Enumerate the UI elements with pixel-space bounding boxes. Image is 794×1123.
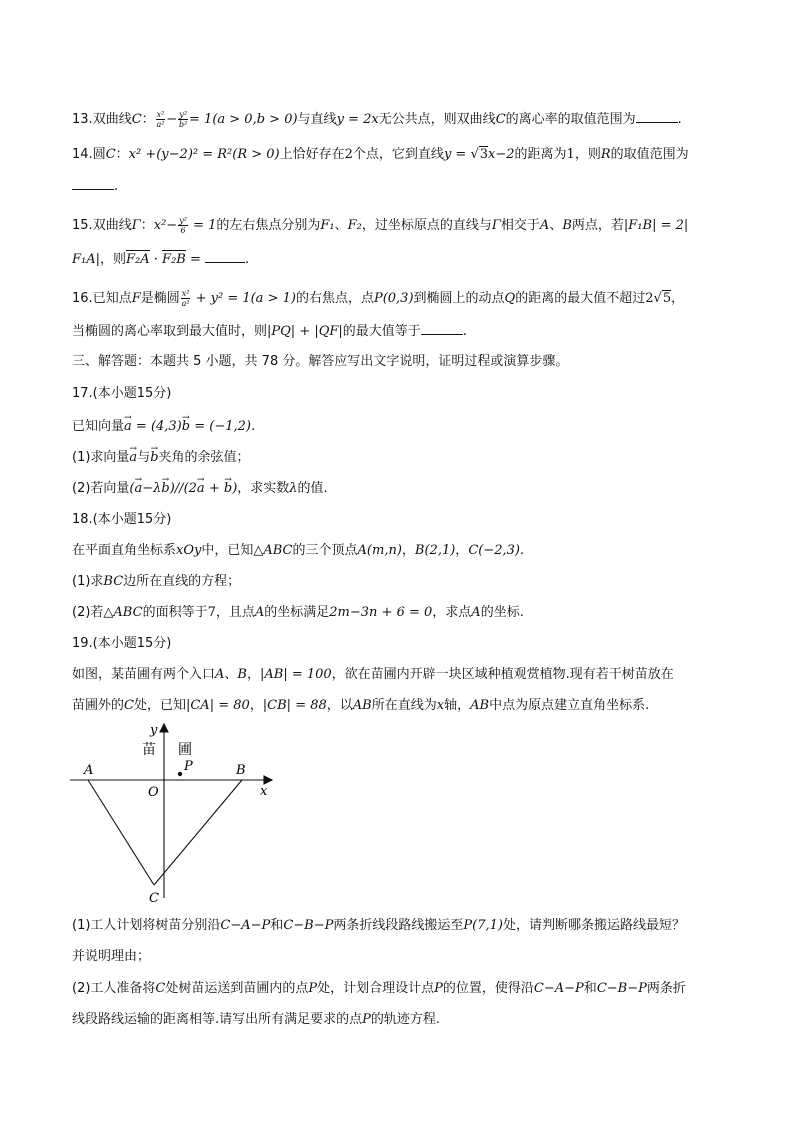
text: 如图，某苗圃有两个入口: [72, 667, 216, 682]
math: Γ: [131, 218, 141, 233]
math: x: [436, 698, 445, 713]
math: 2m−3n + 6 = 0: [329, 605, 433, 620]
text: 上恰好存在: [279, 147, 345, 162]
text: 两条折线段路线搬运至: [333, 918, 464, 933]
text: 的值.: [297, 481, 328, 496]
q19-heading: 19.(本小题15分): [72, 636, 172, 651]
text: 、: [334, 218, 348, 233]
text: 的右焦点，点: [295, 291, 374, 306]
text: (2)工人准备将: [72, 981, 156, 996]
math: (: [129, 481, 135, 496]
q15-line-2: [72, 250, 249, 269]
math: A: [539, 218, 550, 233]
section-heading: 三、解答题：本题共 5 小题，共 78 分。解答应写出文字说明，证明过程或演算步骤。: [72, 354, 569, 369]
vector-a: → a: [124, 418, 132, 436]
numerator: x²: [156, 110, 165, 119]
x-label: x: [260, 784, 268, 799]
text: (1)求: [72, 574, 104, 589]
math: △ABC: [253, 543, 293, 558]
segment-ca: [88, 780, 154, 885]
vector-a: → a: [129, 449, 137, 467]
text: 的坐标.: [480, 605, 524, 620]
answer-blank: [421, 322, 463, 335]
q16-line-1: 16.已知点F是椭圆 $\frac{\text{x²}}{\text{a²}}$ + y² = 1(a > 1)的右焦点，点P(0,3)到椭圆上的动点Q的距离的最大值不超过2√5，: [72, 289, 685, 308]
math: x²−: [153, 218, 178, 233]
math: 3: [479, 147, 489, 162]
denominator: 6: [180, 226, 186, 235]
vector-b: → b: [182, 418, 190, 436]
q13-line: [72, 110, 682, 129]
math: △ABC: [103, 605, 143, 620]
text: 中点为原点建立直角坐标系.: [489, 698, 650, 713]
text: 中，已知: [201, 543, 254, 558]
text: ：: [115, 147, 129, 162]
text: 到椭圆上的动点: [413, 291, 505, 306]
vector: F₂B: [162, 252, 186, 267]
math: F₁: [320, 218, 335, 233]
math: 5: [662, 291, 672, 306]
text: 苗圃外的: [72, 698, 125, 713]
math: C−B−P: [596, 981, 647, 996]
math: y =: [443, 147, 471, 162]
math: −λ: [142, 481, 162, 496]
text: 的左右焦点分别为: [216, 218, 321, 233]
text: ，: [401, 543, 415, 558]
text: 圆: [92, 147, 106, 162]
math: xOy: [176, 543, 202, 558]
text: (1)工人计划将树苗分别沿: [72, 918, 221, 933]
answer-blank: [72, 177, 114, 190]
math: C: [124, 698, 134, 713]
text: 线段路线运输的距离相等.请写出所有满足要求的点: [72, 1012, 363, 1027]
math: A: [254, 605, 265, 620]
text: 边所在直线的方程；: [123, 574, 241, 589]
denominator: a²: [181, 299, 190, 308]
numerator: y²: [179, 110, 188, 119]
math: +: [204, 481, 224, 496]
q13-number: 13.: [72, 112, 93, 127]
fraction: [178, 216, 188, 235]
text: (2)若向量: [72, 481, 130, 496]
text: ，求实数: [237, 481, 290, 496]
vector-b: → b: [150, 449, 158, 467]
math: B: [237, 667, 247, 682]
text: 的最大值等于: [342, 324, 421, 339]
text: .: [114, 179, 119, 194]
vector-b: → b: [224, 480, 232, 498]
text: 所在直线为: [371, 698, 437, 713]
text: 的三个顶点: [292, 543, 358, 558]
q18-heading: 18.(本小题15分): [72, 512, 172, 527]
segment-cb: [154, 780, 242, 885]
text: ，求点: [432, 605, 472, 620]
text: (1)求向量: [72, 450, 130, 465]
math: P: [362, 1012, 371, 1027]
math: C: [495, 112, 506, 127]
text: 、: [549, 218, 563, 233]
math: =: [185, 252, 206, 267]
text: ，: [246, 667, 260, 682]
fraction: [178, 110, 188, 129]
text: 当椭圆的离心率取到最大值时，则: [72, 324, 268, 339]
a-label: A: [84, 763, 94, 778]
text: ：: [141, 112, 155, 127]
fraction: [156, 110, 166, 129]
math: B(2,1): [414, 543, 456, 558]
q19-part-1b: 并说明理由；: [72, 949, 151, 964]
text: 的面积等于: [142, 605, 208, 620]
q19-given-2: [72, 697, 649, 715]
q18-part-2: [72, 604, 524, 622]
text: (2)若: [72, 605, 104, 620]
nursery-figure: [64, 720, 284, 905]
q16-line-2: [72, 322, 467, 341]
q19-part-2a: [72, 980, 686, 998]
text: ，: [249, 698, 263, 713]
text: 的位置，使得沿: [442, 981, 534, 996]
vector-a: → a: [197, 480, 205, 498]
origin-label: O: [148, 785, 159, 800]
fraction: [181, 289, 191, 308]
q18-given: [72, 542, 524, 560]
math: = 1: [188, 218, 217, 233]
text: 两点，若: [571, 218, 624, 233]
q16-number: 16.: [72, 291, 93, 306]
math: ): [232, 481, 238, 496]
math: C: [131, 112, 142, 127]
vector: F₂A: [126, 252, 150, 267]
text: 是椭圆: [140, 291, 180, 306]
nursery-label-1: 苗: [142, 742, 156, 758]
q17-heading: 17.(本小题15分): [72, 386, 172, 401]
b-label: B: [236, 763, 246, 778]
text: 的坐标满足: [264, 605, 330, 620]
math: C: [155, 981, 166, 996]
text: 已知点: [92, 291, 132, 306]
math: = (4,3): [131, 419, 182, 434]
math: C(−2,3): [468, 543, 520, 558]
math: Q: [504, 291, 516, 306]
text: ，过坐标原点的直线与: [361, 218, 492, 233]
q19-given-1: [72, 666, 674, 684]
text: 与直线: [297, 112, 337, 127]
x-axis-arrow: [264, 776, 272, 784]
text: ，: [455, 543, 469, 558]
q15-line-1: [72, 216, 688, 235]
math: C−A−P: [533, 981, 584, 996]
math: B: [562, 218, 572, 233]
point-p: [178, 772, 182, 776]
answer-blank: [636, 110, 678, 123]
math: AB: [352, 698, 372, 713]
vector-b: → b: [161, 480, 169, 498]
math: F₂: [347, 218, 362, 233]
text: 轴，: [444, 698, 471, 713]
math: 7: [207, 605, 216, 620]
math: |PQ| + |QF|: [267, 324, 343, 339]
vector-a: → a: [135, 480, 143, 498]
denominator: b²: [179, 120, 188, 129]
math: A(m,n): [357, 543, 402, 558]
text: 处，已知: [133, 698, 186, 713]
q14-number: 14.: [72, 147, 93, 162]
text: 处，计划合理设计点: [317, 981, 435, 996]
q14-line-2: [72, 177, 118, 196]
text: 和: [270, 918, 284, 933]
text: 的取值范围为: [610, 147, 689, 162]
math: + y² = 1(a > 1): [191, 291, 296, 306]
y-label: y: [150, 723, 158, 738]
text: .: [677, 112, 682, 127]
text: 处，请判断哪条搬运路线最短？: [502, 918, 685, 933]
math: C−B−P: [283, 918, 334, 933]
math: R: [600, 147, 611, 162]
math: AB: [470, 698, 490, 713]
math: A: [471, 605, 481, 620]
q15-number: 15.: [72, 218, 93, 233]
text: 双曲线: [92, 112, 132, 127]
text: 处树苗运送到苗圃内的点: [165, 981, 309, 996]
text: 、: [224, 667, 238, 682]
text: ：: [140, 218, 154, 233]
math: P(0,3): [373, 291, 414, 306]
text: ，则: [574, 147, 601, 162]
math: = (−1,2).: [190, 419, 256, 434]
numerator: x²: [181, 289, 190, 298]
math: F₁A|: [72, 252, 100, 267]
math: BC: [103, 574, 124, 589]
text: 两条折: [646, 981, 686, 996]
math: C: [105, 147, 116, 162]
text: 的离心率的取值范围为: [505, 112, 636, 127]
math: P: [308, 981, 318, 996]
text: 的距离为: [514, 147, 567, 162]
text: 个点，它到直线: [352, 147, 444, 162]
text: ，: [671, 291, 685, 306]
text: 的距离的最大值不超过: [515, 291, 646, 306]
math: ·: [149, 252, 163, 267]
math: P(7,1): [463, 918, 503, 933]
denominator: a²: [156, 120, 165, 129]
text: ，欲在苗圃内开辟一块区域种植观赏植物.现有若干树苗放在: [331, 667, 674, 682]
math: −: [166, 112, 178, 127]
math: F: [131, 291, 141, 306]
text: .: [519, 543, 525, 558]
nursery-label-2: 圃: [178, 742, 192, 758]
text: 在平面直角坐标系: [72, 543, 177, 558]
c-label: C: [149, 891, 159, 905]
q19-part-1a: [72, 917, 685, 935]
math: |F₁B| = 2|: [623, 218, 689, 233]
text: .: [462, 324, 467, 339]
math: 1: [566, 147, 575, 162]
q17-part-1: [72, 449, 250, 467]
math: x−2: [488, 147, 515, 162]
math: λ: [289, 481, 298, 496]
text: ，且点: [215, 605, 255, 620]
numerator: y²: [179, 216, 187, 225]
math: |AB| = 100: [260, 667, 332, 682]
answer-blank: [205, 250, 245, 263]
q17-given: [72, 418, 255, 436]
text: 与: [137, 450, 151, 465]
math: x² +(y−2)² = R²(R > 0): [128, 147, 280, 162]
q18-part-1: [72, 573, 240, 591]
math: |CA| = 80: [185, 698, 250, 713]
q19-part-2b: [72, 1011, 440, 1029]
text: 夹角的余弦值；: [158, 450, 250, 465]
text: .: [245, 252, 250, 267]
math: |CB| = 88: [262, 698, 327, 713]
y-axis-arrow: [160, 724, 168, 732]
math: Γ: [491, 218, 501, 233]
math: 2: [344, 147, 353, 162]
q17-part-2: [72, 480, 328, 498]
q14-line-1: 14.圆C：x² +(y−2)² = R²(R > 0)上恰好存在2个点，它到直线y = √3x−2的距离为1，则R的取值范围为: [72, 147, 689, 162]
math: 2: [645, 291, 654, 306]
p-label: P: [184, 759, 193, 774]
text: ，以: [326, 698, 353, 713]
math: A: [215, 667, 225, 682]
text: ，则: [100, 252, 127, 267]
text: 已知向量: [72, 419, 125, 434]
text: 相交于: [500, 218, 540, 233]
math: C−A−P: [220, 918, 271, 933]
math: P: [434, 981, 443, 996]
text: 的轨迹方程.: [370, 1012, 441, 1027]
text: 无公共点，则双曲线: [378, 112, 496, 127]
text: 和: [583, 981, 597, 996]
math: )//(2: [169, 481, 197, 496]
math: = 1(a > 0,b > 0): [189, 112, 298, 127]
math: y = 2x: [336, 112, 379, 127]
text: 双曲线: [92, 218, 132, 233]
